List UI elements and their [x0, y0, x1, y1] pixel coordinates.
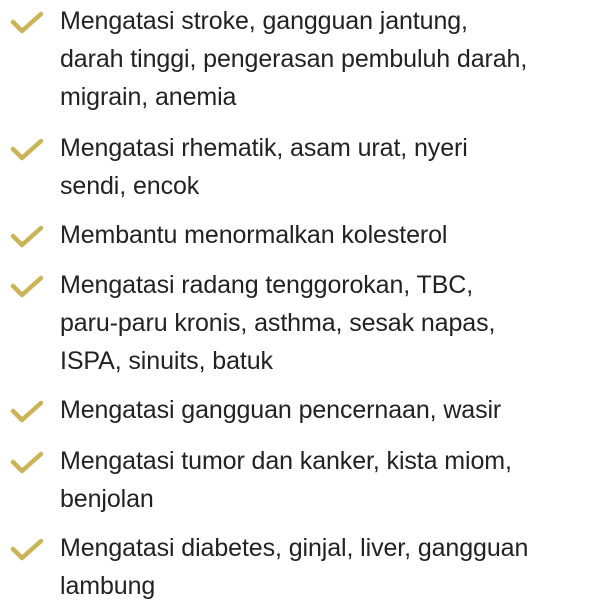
checkmark-icon [10, 400, 44, 424]
list-item-text: Membantu menormalkan kolesterol [60, 221, 448, 249]
checkmark-icon [10, 538, 44, 562]
list-item-text: Mengatasi diabetes, ginjal, liver, gangguan lambung [60, 534, 529, 600]
checkmark-icon [10, 11, 44, 35]
list-item-text: Mengatasi gangguan pencernaan, wasir [60, 396, 502, 424]
list-item-text: Mengatasi rhematik, asam urat, nyeri sendi, encok [60, 134, 468, 200]
list-item-text: Mengatasi stroke, gangguan jantung, darah tinggi, pengerasan pembuluh darah, migrain, anemia [60, 7, 528, 111]
checkmark-icon [10, 225, 44, 249]
checkmark-icon [10, 451, 44, 475]
list-item-text: Mengatasi tumor dan kanker, kista miom, benjolan [60, 447, 512, 513]
checkmark-icon [10, 138, 44, 162]
list-item-text: Mengatasi radang tenggorokan, TBC, paru-paru kronis, asthma, sesak napas, ISPA, sinuits, batuk [60, 271, 496, 375]
checkmark-icon [10, 275, 44, 299]
